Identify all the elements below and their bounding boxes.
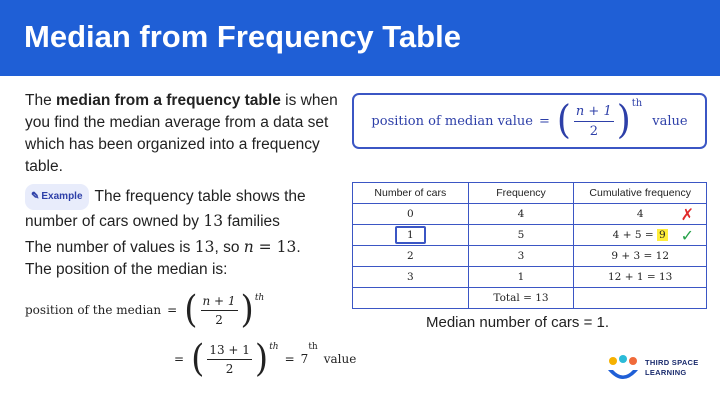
formula1-superscript: th <box>254 293 265 303</box>
intro-paragraph <box>25 90 345 178</box>
formula2-equals-2: = <box>284 352 295 366</box>
example-text-2: families <box>223 213 280 230</box>
cross-icon: ✗ <box>680 205 694 224</box>
table-header-row <box>353 183 707 204</box>
formula2-result-superscript: th <box>308 342 318 352</box>
position-formula-box <box>352 93 707 149</box>
formula1-denominator: 2 <box>215 312 223 327</box>
right-paren: ) <box>240 288 254 332</box>
check-icon: ✓ <box>680 226 694 245</box>
left-paren: ( <box>556 97 571 143</box>
left-paren: ( <box>184 288 198 332</box>
formula1-equals: = <box>167 303 178 317</box>
position-box-suffix: value <box>652 113 688 129</box>
example-paragraph <box>25 184 345 233</box>
formula1-numerator: n + 1 <box>201 294 238 311</box>
position-box-label: position of median value <box>371 113 533 129</box>
median-position-calculation <box>168 339 356 379</box>
values-text-a: The number of values is <box>25 239 195 256</box>
values-paragraph <box>25 236 355 281</box>
header-frequency: Frequency <box>468 183 574 204</box>
logo-line-2: LEARNING <box>645 368 687 377</box>
cumulative-expression: 4 + 5 = <box>612 229 657 241</box>
values-line-2: The position of the median is: <box>25 261 228 278</box>
logo-mark-icon <box>605 354 641 384</box>
values-n-value-2: 13 <box>276 238 297 256</box>
pencil-icon: ✎ <box>31 191 40 202</box>
formula2-denominator: 2 <box>225 361 234 376</box>
position-box-fraction <box>574 104 614 139</box>
values-n-var: n <box>243 238 254 256</box>
cars-cell: 3 <box>353 267 469 288</box>
third-space-learning-logo <box>605 354 705 384</box>
header-cumulative-frequency: Cumulative frequency <box>574 183 707 204</box>
table-total-row <box>353 288 707 309</box>
table-row <box>353 225 707 246</box>
example-badge <box>25 184 89 210</box>
formula2-fraction <box>207 343 252 376</box>
cumulative-highlight: 9 <box>658 229 666 241</box>
header-bar <box>0 0 720 76</box>
frequency-cell: 1 <box>468 267 574 288</box>
empty-cell <box>574 288 707 309</box>
cars-cell: 2 <box>353 246 469 267</box>
formula2-suffix: value <box>323 352 357 366</box>
intro-bold-term: median from a frequency table <box>56 92 281 109</box>
right-paren: ) <box>616 97 631 143</box>
position-box-numerator: n + 1 <box>574 104 614 122</box>
position-box-equals: = <box>538 113 550 129</box>
formula2-numerator: 13 + 1 <box>207 343 252 360</box>
cumulative-cell <box>574 204 707 225</box>
cumulative-cell: 9 + 3 = 12 <box>574 246 707 267</box>
right-paren: ) <box>254 337 269 381</box>
table-row <box>353 267 707 288</box>
table-row <box>353 204 707 225</box>
frequency-cell: 3 <box>468 246 574 267</box>
cumulative-cell <box>574 225 707 246</box>
page-title: Median from Frequency Table <box>24 19 461 54</box>
cars-cell: 0 <box>353 204 469 225</box>
formula2-result: 7 <box>300 352 309 366</box>
example-count: 13 <box>203 212 224 230</box>
example-text-1: The frequency table shows the number of cars owned by <box>25 188 306 230</box>
logo-text <box>645 358 699 378</box>
table-row <box>353 246 707 267</box>
cumulative-value: 4 <box>636 208 644 220</box>
values-n-value: 13 <box>194 238 215 256</box>
frequency-cell: 4 <box>468 204 574 225</box>
header-number-of-cars: Number of cars <box>353 183 469 204</box>
frequency-cell: 5 <box>468 225 574 246</box>
median-conclusion: Median number of cars = 1. <box>426 314 610 331</box>
cars-cell <box>353 225 469 246</box>
formula2-equals-1: = <box>174 352 185 366</box>
left-paren: ( <box>191 337 205 381</box>
frequency-table <box>352 182 707 309</box>
formula1-fraction <box>201 294 238 327</box>
median-position-formula <box>25 290 264 330</box>
intro-text-2: is when you find the median average from a data set which has been organized into a frequency table. <box>25 92 338 175</box>
intro-text-1: The <box>25 92 57 109</box>
values-text-b: , so <box>214 239 244 256</box>
logo-line-1: THIRD SPACE <box>645 358 699 367</box>
values-period: . <box>296 239 301 256</box>
cumulative-cell: 12 + 1 = 13 <box>574 267 707 288</box>
position-box-denominator: 2 <box>589 123 598 139</box>
values-line-1 <box>25 236 355 259</box>
formula1-label: position of the median <box>25 303 162 317</box>
example-badge-label: Example <box>41 191 83 202</box>
empty-cell <box>353 288 469 309</box>
cars-cell-highlight-box: 1 <box>395 226 426 244</box>
total-cell: Total = 13 <box>468 288 574 309</box>
position-box-superscript: th <box>631 98 643 109</box>
formula2-superscript: th <box>269 342 279 352</box>
values-eq: = <box>253 238 277 256</box>
